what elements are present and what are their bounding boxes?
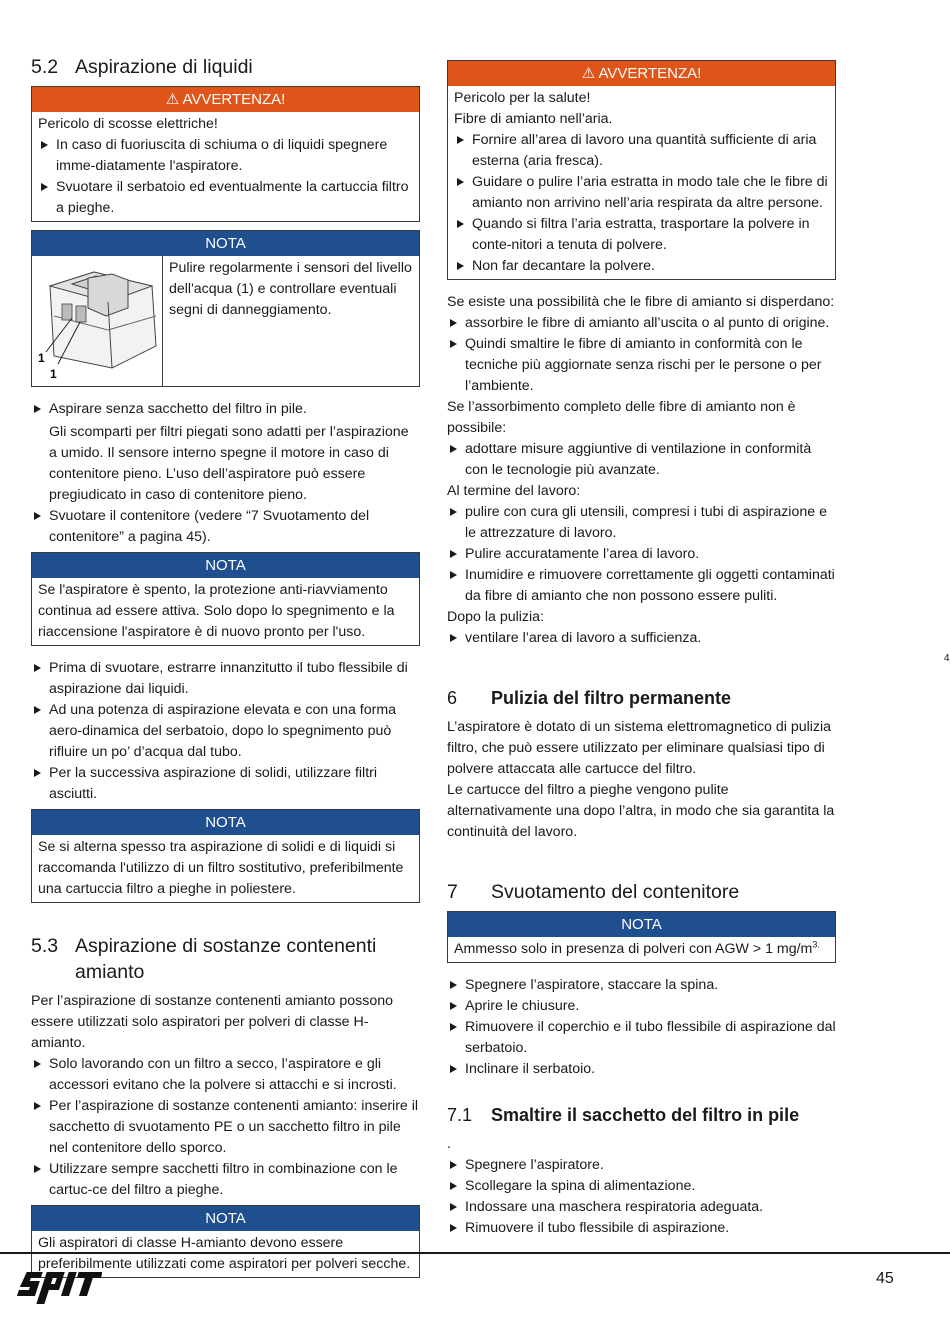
right-column <box>447 60 836 1239</box>
warning-text: Pericolo per la salute! <box>454 90 591 106</box>
note-text: Se si alterna spesso tra aspirazione di solidi e di liquidi si raccomanda l'utilizzo di un filtro sostitutivo, preferibilmente una cartuccia filtro a pieghe in poliestere. <box>38 839 404 897</box>
list-item: Fornire all’area di lavoro una quantità sufficiente di aria esterna (aria fresca). <box>454 130 829 172</box>
list-item: Ad una potenza di aspirazione elevata e con una forma aero-dinamica del serbatoio, dopo lo spegnimento può rifluire un po’ d’acqua dal tubo. <box>31 700 420 763</box>
list-item: Non far decantare la polvere. <box>454 256 829 277</box>
warning-header: ⚠ AVVERTENZA! <box>448 61 835 86</box>
footer-rule <box>0 1252 950 1254</box>
list-item: pulire con cura gli utensili, compresi i tubi di aspirazione e le attrezzature di lavoro. <box>447 502 836 544</box>
list-item: Aprire le chiusure. <box>447 996 836 1017</box>
note-header: NOTA <box>32 1206 419 1231</box>
warning-text: Fibre di amianto nell’aria. <box>454 111 613 127</box>
list-item: Rimuovere il tubo flessibile di aspirazione. <box>447 1218 836 1239</box>
list-item: Inclinare il serbatoio. <box>447 1059 836 1080</box>
paragraph: Al termine del lavoro: <box>447 483 581 499</box>
note-header: NOTA <box>448 912 835 937</box>
vacuum-illustration <box>32 256 163 386</box>
list-item: Svuotare il contenitore (vedere “7 Svuotamento del contenitore” a pagina 45). <box>31 506 420 548</box>
list-item: Aspirare senza sacchetto del filtro in pile. <box>31 399 420 420</box>
note-text: Pulire regolarmente i sensori del livello dell'acqua (1) e controllare eventuali segni di danneggiamento. <box>169 260 412 318</box>
note-box-filter <box>31 809 420 903</box>
section-6-heading: 6 Pulizia del filtro permanente <box>447 688 732 708</box>
paragraph: Se esiste una possibilità che le fibre di amianto si disperdano: <box>447 294 835 310</box>
list-item: Per l’aspirazione di sostanze contenenti amianto: inserire il sacchetto di svuotamento PE o un sacchetto filtro in pile nel contenitore dello sporco. <box>31 1096 420 1159</box>
section-7-heading: 7 Svuotamento del contenitore <box>447 881 740 903</box>
list-item: Prima di svuotare, estrarre innanzitutto il tubo flessibile di aspirazione dai liquidi. <box>31 658 420 700</box>
margin-mark: 4 <box>944 653 950 664</box>
note-text: Ammesso solo in presenza di polveri con AGW > 1 $mg/m^{3.}$ <box>454 939 820 957</box>
list-item: Inumidire e rimuovere correttamente gli oggetti contaminati da fibre di amianto che non possono essere puliti. <box>447 565 836 607</box>
left-column <box>31 54 420 1278</box>
note-header: NOTA <box>32 231 419 256</box>
list-item: Spegnere l’aspiratore, staccare la spina. <box>447 975 836 996</box>
paragraph: . <box>447 1136 451 1152</box>
list-item: Indossare una maschera respiratoria adeguata. <box>447 1197 836 1218</box>
list-item: Solo lavorando con un filtro a secco, l’aspiratore e gli accessori evitano che la polvere si attacchi e si incrosti. <box>31 1054 420 1096</box>
warning-text: Pericolo di scosse elettriche! <box>38 116 218 132</box>
list-item: Quindi smaltire le fibre di amianto in conformità con le tecniche più aggiornate senza rischi per le persone o per l’ambiente. <box>447 334 836 397</box>
paragraph: Per l’aspirazione di sostanze contenenti amianto possono essere utilizzati solo aspiratori per polveri di classe H-amianto. <box>31 993 394 1051</box>
section-5-2-heading: 5.2 Aspirazione di liquidi <box>31 56 253 78</box>
list-item: Per la successiva aspirazione di solidi, utilizzare filtri asciutti. <box>31 763 420 805</box>
paragraph: Se l’assorbimento completo delle fibre di amianto non è possibile: <box>447 399 796 436</box>
section-5-3-heading: 5.3 Aspirazione di sostanze contenenti amianto <box>31 935 377 983</box>
list-item: Scollegare la spina di alimentazione. <box>447 1176 836 1197</box>
note-box-sensors <box>31 230 420 387</box>
note-header: NOTA <box>32 553 419 578</box>
list-item: Rimuovere il coperchio e il tubo flessibile di aspirazione dal serbatoio. <box>447 1017 836 1059</box>
paragraph: L’aspiratore è dotato di un sistema elettromagnetico di pulizia filtro, che può essere utilizzato per eliminare qualsiasi tipo di polvere attaccata alle cartucce del filtro. <box>447 719 832 777</box>
paragraph: Dopo la pulizia: <box>447 609 545 625</box>
list-item: Spegnere l’aspiratore. <box>447 1155 836 1176</box>
list-item: Svuotare il serbatoio ed eventualmente la cartuccia filtro a pieghe. <box>38 177 413 219</box>
note-text: Se l'aspiratore è spento, la protezione anti-riavviamento continua ad essere attiva. Solo dopo lo spegnimento e la riaccensione l'aspiratore è di nuovo pronto per l'uso. <box>38 582 395 640</box>
note-header: NOTA <box>32 810 419 835</box>
callout-label: 1 <box>50 367 57 381</box>
note-text: Gli aspiratori di classe H-amianto devono essere preferibilmente utilizzati come aspiratori per polveri secche. <box>38 1235 411 1272</box>
list-item: adottare misure aggiuntive di ventilazione in conformità con le tecnologie più avanzate. <box>447 439 836 481</box>
note-box-agw <box>447 911 836 963</box>
list-item: In caso di fuoriuscita di schiuma o di liquidi spegnere imme-diatamente l'aspiratore. <box>38 135 413 177</box>
list-item: Utilizzare sempre sacchetti filtro in combinazione con le cartuc-ce del filtro a pieghe. <box>31 1159 420 1201</box>
warning-box-electric <box>31 86 420 222</box>
list-item: Pulire accuratamente l’area di lavoro. <box>447 544 836 565</box>
list-item: Guidare o pulire l’aria estratta in modo tale che le fibre di amianto non arrivino nell’aria respirata da altre persone. <box>454 172 829 214</box>
paragraph: Le cartucce del filtro a pieghe vengono pulite alternativamente una dopo l’altra, in modo che sia garantita la continuità del lavoro. <box>447 782 835 840</box>
warning-header: ⚠ AVVERTENZA! <box>32 87 419 112</box>
list-item: assorbire le fibre di amianto all’uscita o al punto di origine. <box>447 313 836 334</box>
section-7-1-heading: 7.1 Smaltire il sacchetto del filtro in pile <box>447 1105 800 1125</box>
list-item: ventilare l’area di lavoro a sufficienza. <box>447 628 836 649</box>
list-item: Quando si filtra l’aria estratta, trasportare la polvere in conte-nitori a tenuta di polvere. <box>454 214 829 256</box>
callout-label: 1 <box>38 351 45 365</box>
paragraph: Gli scomparti per filtri piegati sono adatti per l’aspirazione a umido. Il sensore interno spegne il motore in caso di contenitore pieno. L’uso dell’aspiratore può essere pregiudicato in caso di contenitore pieno. <box>49 424 409 503</box>
warning-box-health <box>447 60 836 280</box>
page-number: 45 <box>876 1270 894 1287</box>
spit-logo <box>16 1262 102 1313</box>
note-box-restart-protection <box>31 552 420 646</box>
